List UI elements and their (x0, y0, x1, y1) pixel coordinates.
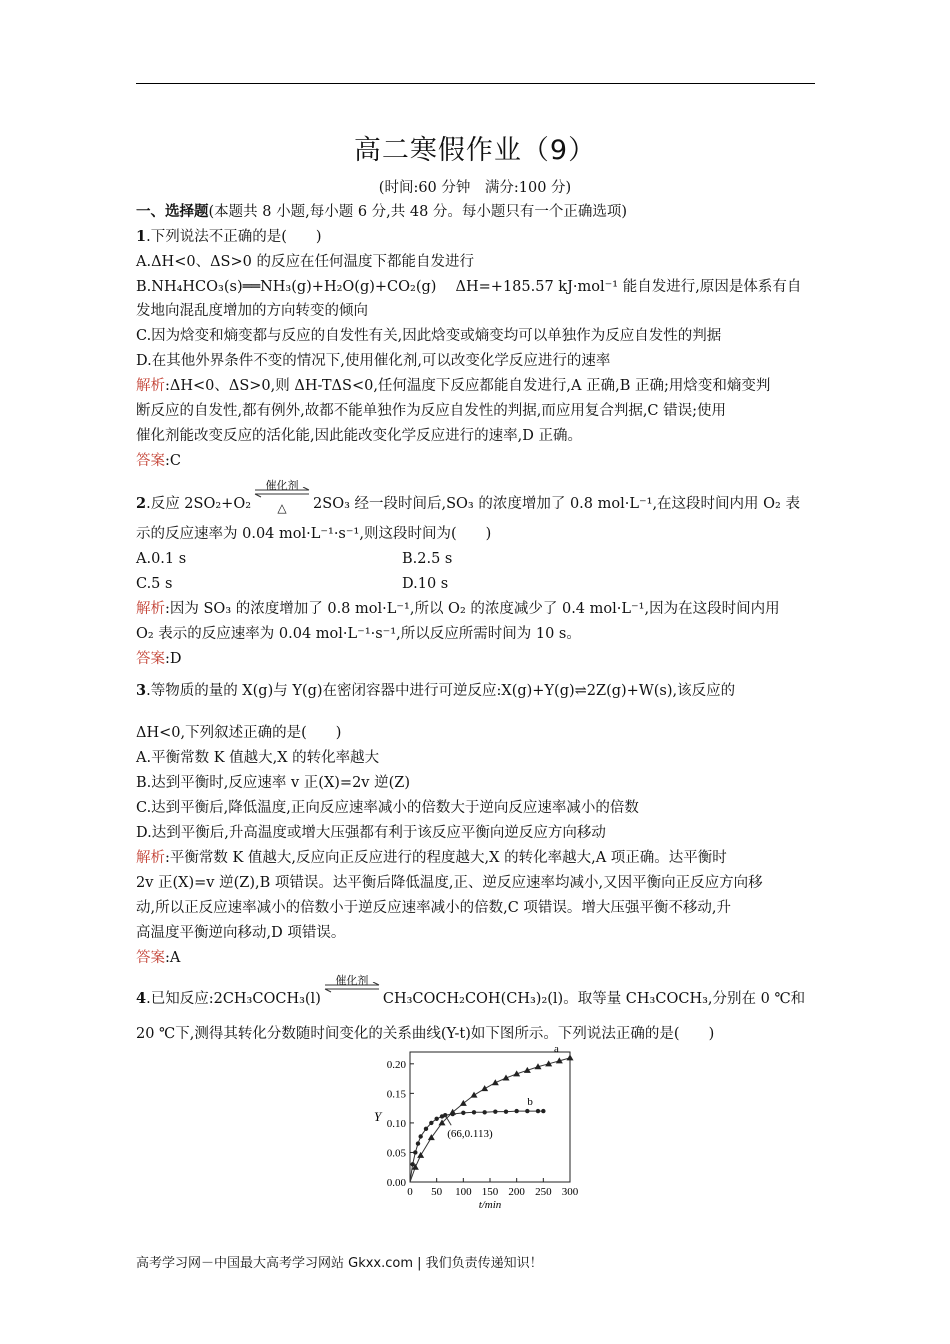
q1-analysis-line1 (136, 376, 816, 396)
point-b (493, 1109, 497, 1113)
plot-frame (410, 1052, 570, 1182)
q2-products: 2SO₃ 经一段时间后,SO₃ 的浓度增加了 0.8 mol·L⁻¹,在这段时间内用 O₂ 表 (313, 496, 800, 512)
q2-option-c: C.5 s (136, 576, 173, 592)
q2-options-row2 (136, 574, 816, 594)
q3-answer (136, 948, 816, 968)
q3-stem-text1: .等物质的量的 X(g)与 Y(g)在密闭容器中进行可逆反应:X(g)+Y(g)⇌2Z(g)+W(s),该反应的 (146, 683, 736, 699)
series-line-a (410, 1058, 570, 1182)
q1-option-d: D.在其他外界条件不变的情况下,使用催化剂,可以改变化学反应进行的速率 (136, 353, 611, 369)
answer-label: 答案 (136, 950, 165, 966)
q2-analysis-line2: O₂ 表示的反应速率为 0.04 mol·L⁻¹·s⁻¹,所以反应所需时间为 10 s。 (136, 626, 581, 642)
point-b (450, 1112, 454, 1116)
q2-analysis-line1 (136, 599, 816, 619)
q3-analysis-line4: 高温度平衡逆向移动,D 项错误。 (136, 925, 346, 941)
q1-option-a: A.ΔH<0、ΔS>0 的反应在任何温度下都能自发进行 (136, 254, 474, 270)
point-a (417, 1152, 424, 1158)
point-b (418, 1134, 422, 1138)
q2-answer (136, 649, 816, 669)
q3-analysis-line1 (136, 848, 816, 868)
q1-answer-value: :C (165, 453, 181, 469)
point-b (536, 1109, 540, 1113)
point-b (413, 1150, 417, 1154)
q3-analysis-text1: :平衡常数 K 值越大,反应向正反应进行的程度越大,X 的转化率越大,A 项正确。达平衡时 (165, 850, 727, 866)
x-tick-label: 200 (508, 1186, 525, 1198)
point-a (481, 1085, 488, 1091)
point-a (460, 1100, 467, 1106)
section-note: (本题共 8 小题,每小题 6 分,共 48 分。每小题只有一个正确选项) (208, 204, 628, 220)
q1-number: 1 (136, 228, 147, 245)
q3-stem-line2: ΔH<0,下列叙述正确的是( ) (136, 725, 342, 741)
q2-options-row1 (136, 549, 816, 569)
point-b (434, 1117, 438, 1121)
q2-heat-label: △ (277, 501, 287, 515)
q3-answer-value: :A (165, 950, 181, 966)
point-b (514, 1109, 518, 1113)
analysis-label: 解析 (136, 601, 165, 617)
q2-option-a: A.0.1 s (136, 551, 187, 567)
q2-stem-line2: 示的反应速率为 0.04 mol·L⁻¹·s⁻¹,则这段时间为( ) (136, 526, 492, 542)
point-b (429, 1121, 433, 1125)
x-tick-label: 300 (561, 1186, 579, 1198)
point-b (482, 1110, 486, 1114)
q3-number: 3 (136, 682, 147, 699)
x-tick-label: 50 (431, 1186, 443, 1198)
analysis-label: 解析 (136, 378, 165, 394)
point-b (525, 1109, 529, 1113)
q2-analysis-text1: :因为 SO₃ 的浓度增加了 0.8 mol·L⁻¹,所以 O₂ 的浓度减少了 0.4 mol·L⁻¹,因为在这段时间内用 (165, 601, 780, 617)
reversible-arrow-icon (253, 479, 311, 515)
page-subtitle: (时间:60 分钟 满分:100 分) (378, 180, 572, 196)
x-tick-label: 150 (481, 1186, 499, 1198)
q2-catalyst-label: 催化剂 (265, 479, 299, 492)
y-tick-label: 0.15 (386, 1088, 406, 1101)
y-t-chart (362, 1046, 622, 1216)
q4-number: 4 (136, 990, 147, 1007)
q4-product: CH₃COCH₂COH(CH₃)₂(l)。取等量 CH₃COCH₃,分别在 0 ℃和 (382, 991, 806, 1007)
y-tick-label: 0.00 (386, 1177, 406, 1189)
q4-catalyst-label: 催化剂 (335, 974, 369, 987)
q4-stem-line2: 20 ℃下,测得其转化分数随时间变化的关系曲线(Y-t)如下图所示。下列说法正确的是( ) (136, 1026, 715, 1042)
x-tick-label: 250 (535, 1186, 552, 1198)
q4-stem-line1 (136, 974, 816, 1009)
q2-number: 2 (136, 495, 147, 512)
q2-stem-line1 (136, 479, 816, 515)
answer-label: 答案 (136, 453, 165, 469)
series-label-a: a (554, 1046, 559, 1055)
q3-analysis-line2: 2v 正(X)=v 逆(Z),B 项错误。达平衡后降低温度,正、逆反应速率均减小,又因平衡向正反应方向移 (136, 875, 763, 891)
point-b (424, 1127, 428, 1131)
x-tick-label: 0 (407, 1186, 413, 1198)
q2-option-d: D.10 s (402, 576, 449, 592)
q3-stem-line1 (136, 681, 816, 701)
point-b (410, 1162, 414, 1166)
q1-answer (136, 451, 816, 471)
q1-option-c: C.因为焓变和熵变都与反应的自发性有关,因此焓变或熵变均可以单独作为反应自发性的判据 (136, 328, 722, 344)
point-b (461, 1111, 465, 1115)
reversible-arrow-icon (323, 974, 381, 1007)
page-title: 高二寒假作业（9） (353, 135, 597, 166)
x-axis-label: t/min (478, 1199, 502, 1211)
analysis-label: 解析 (136, 850, 165, 866)
annotation-label: (66,0.113) (447, 1128, 493, 1141)
point-b (504, 1109, 508, 1113)
point-b (472, 1110, 476, 1114)
q3-option-c: C.达到平衡后,降低温度,正向反应速率减小的倍数大于逆向反应速率减小的倍数 (136, 800, 639, 816)
q1-analysis-line3: 催化剂能改变反应的活化能,因此能改变化学反应进行的速率,D 正确。 (136, 428, 582, 444)
q3-option-a: A.平衡常数 K 值越大,X 的转化率越大 (136, 750, 380, 766)
section-header (136, 202, 816, 222)
q1-option-b-line1: B.NH₄HCO₃(s)══NH₃(g)+H₂O(g)+CO₂(g) ΔH=+185.57 kJ·mol⁻¹ 能自发进行,原因是体系有自 (136, 279, 802, 295)
answer-label: 答案 (136, 651, 165, 667)
q3-analysis-line3: 动,所以正反应速率减小的倍数小于逆反应速率减小的倍数,C 项错误。增大压强平衡不移动,升 (136, 900, 732, 916)
q1-stem-text: .下列说法不正确的是( ) (146, 229, 322, 245)
point-a (471, 1092, 478, 1098)
q3-option-b: B.达到平衡时,反应速率 v 正(X)=2v 逆(Z) (136, 775, 410, 791)
q2-option-b: B.2.5 s (402, 551, 453, 567)
point-b (416, 1141, 420, 1145)
q2-answer-value: :D (165, 651, 182, 667)
q2-reactants: .反应 2SO₂+O₂ (146, 496, 252, 512)
q4-reactant: .已知反应:2CH₃COCH₃(l) (146, 991, 321, 1007)
page-footer: 高考学习网－中国最大高考学习网站 Gkxx.com | 我们负责传递知识！ (136, 1256, 543, 1271)
point-a (567, 1054, 574, 1060)
y-tick-label: 0.10 (386, 1117, 406, 1130)
point-b (541, 1109, 545, 1113)
series-label-b: b (527, 1096, 533, 1109)
y-tick-label: 0.20 (386, 1058, 406, 1071)
q1-analysis-line2: 断反应的自发性,都有例外,故都不能单独作为反应自发性的判据,而应用复合判据,C 错误;使用 (136, 403, 727, 419)
q1-option-b-line2: 发地向混乱度增加的方向转变的倾向 (136, 303, 368, 319)
q1-stem (136, 227, 816, 247)
top-rule (136, 83, 815, 84)
q3-option-d: D.达到平衡后,升高温度或增大压强都有利于该反应平衡向逆反应方向移动 (136, 825, 606, 841)
point-a (492, 1079, 499, 1085)
y-tick-label: 0.05 (386, 1147, 406, 1160)
x-tick-label: 100 (455, 1186, 472, 1198)
section-label: 一、选择题 (136, 203, 209, 220)
y-axis-label: Y (374, 1109, 382, 1124)
q1-analysis-text1: :ΔH<0、ΔS>0,则 ΔH-TΔS<0,任何温度下反应都能自发进行,A 正确,B 正确;用焓变和熵变判 (165, 378, 771, 394)
